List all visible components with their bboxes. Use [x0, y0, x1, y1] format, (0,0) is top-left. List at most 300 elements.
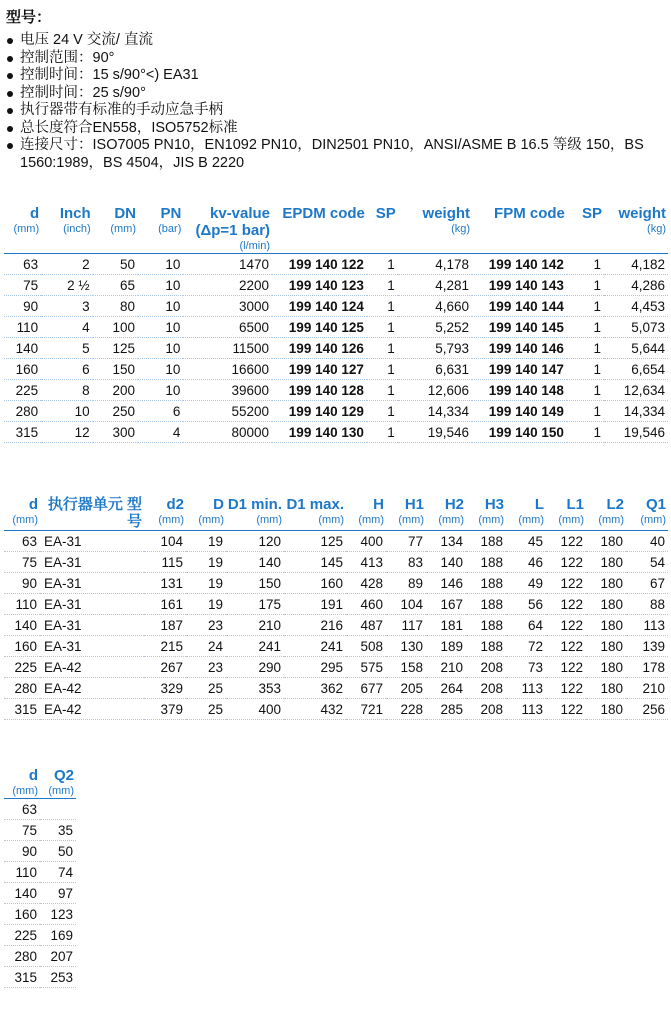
table-cell: 1 — [367, 296, 398, 317]
column-header-unit: (mm) — [640, 514, 666, 526]
column-header-unit: (mm) — [438, 514, 464, 526]
table-row — [4, 862, 76, 883]
table-cell: 122 — [546, 531, 586, 552]
column-header — [4, 496, 40, 531]
table-cell: 180 — [586, 594, 626, 615]
table-row — [4, 820, 76, 841]
table-cell: 146 — [426, 573, 466, 594]
table-cell: 54 — [626, 552, 668, 573]
table-row — [4, 967, 76, 988]
table-cell: 134 — [426, 531, 466, 552]
table-cell: 208 — [466, 657, 506, 678]
table-row — [4, 359, 668, 380]
column-header-label: d2 — [166, 496, 184, 513]
table-cell: 1470 — [183, 254, 272, 275]
table-cell: 241 — [226, 636, 284, 657]
table-cell: 75 — [4, 552, 40, 573]
column-header — [567, 205, 604, 254]
column-header-unit: (mm) — [13, 223, 40, 235]
table-cell: 122 — [546, 636, 586, 657]
table-cell: 400 — [346, 531, 386, 552]
table-cell: 89 — [386, 573, 426, 594]
table-cell: 2 ½ — [41, 275, 93, 296]
column-header — [144, 496, 186, 531]
table-cell: 189 — [426, 636, 466, 657]
table-cell: 4,178 — [398, 254, 472, 275]
table-cell: 74 — [40, 862, 76, 883]
column-header-label: Q1 — [645, 496, 666, 513]
table-cell: 110 — [4, 594, 40, 615]
table-cell: 113 — [506, 678, 546, 699]
table-cell: EA-31 — [40, 594, 144, 615]
table-cell: 180 — [586, 678, 626, 699]
column-header-label: D1 min. — [227, 496, 282, 513]
table-cell: 432 — [284, 699, 346, 720]
table-cell: 4 — [138, 422, 183, 443]
table-cell: 40 — [626, 531, 668, 552]
column-header-unit: (mm) — [398, 514, 424, 526]
table-cell: 1 — [567, 380, 604, 401]
table-cell: 460 — [346, 594, 386, 615]
table-cell: 285 — [426, 699, 466, 720]
table-codes — [4, 205, 668, 443]
table-cell: 10 — [138, 275, 183, 296]
table-cell: 508 — [346, 636, 386, 657]
table-cell: 5,252 — [398, 317, 472, 338]
table-cell: 49 — [506, 573, 546, 594]
table-cell: 256 — [626, 699, 668, 720]
table-cell: 1 — [567, 317, 604, 338]
table-cell: 35 — [40, 820, 76, 841]
table-cell: 150 — [93, 359, 138, 380]
column-header-label: SP — [581, 205, 602, 222]
table-cell: 97 — [40, 883, 76, 904]
column-header-label: H2 — [444, 496, 464, 513]
column-header — [398, 205, 472, 254]
table-cell: 23 — [186, 657, 226, 678]
table-cell: 104 — [386, 594, 426, 615]
table-row — [4, 401, 668, 422]
table-row — [4, 296, 668, 317]
column-header-label: H — [373, 496, 384, 513]
column-header — [346, 496, 386, 531]
spec-item: 控制范围：90° — [6, 50, 666, 68]
column-header-unit: (mm) — [256, 514, 282, 526]
table-cell: 140 — [4, 883, 40, 904]
table-cell: 208 — [466, 678, 506, 699]
table-cell: 199 140 143 — [472, 275, 567, 296]
table-cell: 225 — [4, 925, 40, 946]
table-cell: 1 — [567, 338, 604, 359]
table-cell: 25 — [186, 678, 226, 699]
column-header-label: L1 — [566, 496, 584, 513]
table-cell: 199 140 126 — [272, 338, 367, 359]
table-cell: 19 — [186, 552, 226, 573]
column-header-unit: (mm) — [198, 514, 224, 526]
table-cell: 1 — [367, 380, 398, 401]
header-row — [4, 496, 668, 531]
table-cell: 63 — [4, 799, 40, 820]
table-cell: 487 — [346, 615, 386, 636]
table-cell: 72 — [506, 636, 546, 657]
table-cell: 122 — [546, 615, 586, 636]
table-cell: 180 — [586, 552, 626, 573]
table-cell: 199 140 146 — [472, 338, 567, 359]
table-cell: 117 — [386, 615, 426, 636]
table-cell: 122 — [546, 699, 586, 720]
column-header-unit: (mm) — [318, 514, 344, 526]
table-cell: EA-31 — [40, 615, 144, 636]
table-cell: 10 — [138, 359, 183, 380]
column-header — [626, 496, 668, 531]
table-cell: 83 — [386, 552, 426, 573]
table-cell: 428 — [346, 573, 386, 594]
table-cell: 14,334 — [604, 401, 668, 422]
table-cell: 241 — [284, 636, 346, 657]
table-cell: 64 — [506, 615, 546, 636]
table-row — [4, 317, 668, 338]
table-row — [4, 380, 668, 401]
table-row — [4, 699, 668, 720]
table-cell: 169 — [40, 925, 76, 946]
table-cell: 10 — [138, 380, 183, 401]
table-cell: 199 140 130 — [272, 422, 367, 443]
table-row — [4, 275, 668, 296]
table-cell: 113 — [506, 699, 546, 720]
spec-item: 总长度符合EN558，ISO5752标准 — [6, 120, 666, 138]
column-header — [40, 496, 144, 531]
table-cell: 400 — [226, 699, 284, 720]
table-cell: 113 — [626, 615, 668, 636]
column-header — [4, 767, 40, 799]
table-cell: 199 140 142 — [472, 254, 567, 275]
column-header-label: Inch — [59, 205, 91, 222]
table-cell: 1 — [367, 317, 398, 338]
table-cell: 14,334 — [398, 401, 472, 422]
spec-item: 连接尺寸：ISO7005 PN10，EN1092 PN10，DIN2501 PN10，ANSI/ASME B 16.5 等级 150，BS 1560:1989，BS 4504，JIS B 2220 — [6, 137, 666, 172]
table-row — [4, 841, 76, 862]
column-header-label: d — [29, 205, 40, 222]
table-cell: 379 — [144, 699, 186, 720]
table-cell: 1 — [367, 401, 398, 422]
table-cell: 46 — [506, 552, 546, 573]
table-cell: 150 — [226, 573, 284, 594]
spec-item: 控制时间：15 s/90°<) EA31 — [6, 67, 666, 85]
table-cell: 188 — [466, 636, 506, 657]
table-cell: 4,182 — [604, 254, 668, 275]
header-row — [4, 205, 668, 254]
table-cell: 1 — [367, 254, 398, 275]
column-header-label: H1 — [404, 496, 424, 513]
table-cell: 25 — [186, 699, 226, 720]
table-cell: 199 140 145 — [472, 317, 567, 338]
table-cell: 10 — [138, 254, 183, 275]
column-header-unit: (mm) — [48, 785, 74, 797]
table-cell: 63 — [4, 254, 41, 275]
column-header-label: Q2 — [53, 767, 74, 784]
spec-item: 电压 24 V 交流/ 直流 — [6, 32, 666, 50]
table-cell: EA-31 — [40, 531, 144, 552]
table-cell: 253 — [40, 967, 76, 988]
table-row — [4, 594, 668, 615]
table-row — [4, 552, 668, 573]
column-header — [426, 496, 466, 531]
table-cell: 5,644 — [604, 338, 668, 359]
column-header-label: L — [534, 496, 544, 513]
table-cell: 280 — [4, 678, 40, 699]
column-header-label: kv-value (Δp=1 bar) — [195, 205, 271, 239]
spec-item: 执行器带有标准的手动应急手柄 — [6, 102, 666, 120]
table-cell: 50 — [93, 254, 138, 275]
table-cell: 280 — [4, 401, 41, 422]
table-cell: 4,453 — [604, 296, 668, 317]
table-cell: 23 — [186, 615, 226, 636]
table-cell: EA-42 — [40, 657, 144, 678]
spec-list — [6, 32, 666, 172]
table-cell: 80 — [93, 296, 138, 317]
table-row — [4, 338, 668, 359]
table-cell: 315 — [4, 699, 40, 720]
table-cell: 122 — [546, 657, 586, 678]
table-cell: 225 — [4, 657, 40, 678]
table-row — [4, 946, 76, 967]
table-row — [4, 678, 668, 699]
table-cell: 2 — [41, 254, 93, 275]
table-cell: 1 — [567, 296, 604, 317]
table-cell: 3 — [41, 296, 93, 317]
table-row — [4, 254, 668, 275]
table-cell: 180 — [586, 699, 626, 720]
table-cell: 188 — [466, 615, 506, 636]
table-cell: 300 — [93, 422, 138, 443]
column-header-label: H3 — [484, 496, 504, 513]
table-cell: 5 — [41, 338, 93, 359]
column-header-unit: (mm) — [12, 785, 38, 797]
table-cell: 205 — [386, 678, 426, 699]
column-header — [284, 496, 346, 531]
table-cell: 290 — [226, 657, 284, 678]
table-cell: 63 — [4, 531, 40, 552]
table-cell: 1 — [367, 275, 398, 296]
column-header-label: L2 — [606, 496, 624, 513]
column-header — [367, 205, 398, 254]
table-dimensions — [4, 496, 668, 720]
table-cell: 199 140 125 — [272, 317, 367, 338]
column-header — [186, 496, 226, 531]
table-cell: 50 — [40, 841, 76, 862]
table-cell: 140 — [226, 552, 284, 573]
table-cell: 315 — [4, 967, 40, 988]
table-cell: 721 — [346, 699, 386, 720]
column-header-label: SP — [375, 205, 396, 222]
table-cell: 1 — [367, 359, 398, 380]
table-cell: 199 140 148 — [472, 380, 567, 401]
column-header-unit: (mm) — [110, 223, 137, 235]
table-cell: 160 — [4, 636, 40, 657]
column-header — [546, 496, 586, 531]
table-cell: 131 — [144, 573, 186, 594]
column-header-label: PN — [160, 205, 182, 222]
table-row — [4, 422, 668, 443]
table-cell: 188 — [466, 531, 506, 552]
table-cell: 80000 — [183, 422, 272, 443]
table-cell — [40, 799, 76, 820]
table-cell: 160 — [4, 904, 40, 925]
table-cell: 161 — [144, 594, 186, 615]
table-cell: 123 — [40, 904, 76, 925]
table-cell: 353 — [226, 678, 284, 699]
column-header — [93, 205, 138, 254]
table-row — [4, 531, 668, 552]
column-header-label: d — [28, 767, 38, 784]
table-cell: 145 — [284, 552, 346, 573]
table-row — [4, 799, 76, 820]
table-cell: 75 — [4, 275, 41, 296]
table-cell: 199 140 144 — [472, 296, 567, 317]
table-cell: 362 — [284, 678, 346, 699]
column-header-unit: (mm) — [478, 514, 504, 526]
table-cell: 295 — [284, 657, 346, 678]
table-cell: 140 — [4, 615, 40, 636]
table-cell: 215 — [144, 636, 186, 657]
table-cell: 210 — [226, 615, 284, 636]
table-cell: 2200 — [183, 275, 272, 296]
table-cell: 73 — [506, 657, 546, 678]
table-cell: 187 — [144, 615, 186, 636]
table-cell: 6 — [41, 359, 93, 380]
table-cell: 67 — [626, 573, 668, 594]
table-cell: 110 — [4, 862, 40, 883]
column-header — [138, 205, 183, 254]
table-cell: 1 — [567, 275, 604, 296]
table-cell: 329 — [144, 678, 186, 699]
table-cell: 575 — [346, 657, 386, 678]
column-header — [40, 767, 76, 799]
table-cell: 6,654 — [604, 359, 668, 380]
spec-item: 控制时间：25 s/90° — [6, 85, 666, 103]
table-cell: 12 — [41, 422, 93, 443]
table-cell: 188 — [466, 552, 506, 573]
column-header-label: weight — [618, 205, 666, 222]
table-cell: 5,793 — [398, 338, 472, 359]
table-cell: 199 140 149 — [472, 401, 567, 422]
column-header — [183, 205, 272, 254]
table-cell: 413 — [346, 552, 386, 573]
table-cell: 199 140 124 — [272, 296, 367, 317]
table-cell: 6 — [138, 401, 183, 422]
table-row — [4, 636, 668, 657]
table-cell: 200 — [93, 380, 138, 401]
table-cell: 180 — [586, 636, 626, 657]
table-cell: 199 140 150 — [472, 422, 567, 443]
column-header-label: D — [213, 496, 224, 513]
table-cell: 225 — [4, 380, 41, 401]
table-cell: 12,606 — [398, 380, 472, 401]
column-header-unit: (mm) — [158, 514, 184, 526]
table-cell: 1 — [367, 422, 398, 443]
table-cell: 175 — [226, 594, 284, 615]
table-cell: 90 — [4, 841, 40, 862]
table-cell: EA-42 — [40, 699, 144, 720]
column-header-unit: (mm) — [12, 514, 38, 526]
table-cell: 104 — [144, 531, 186, 552]
table-cell: 6,631 — [398, 359, 472, 380]
column-header — [506, 496, 546, 531]
table-cell: 12,634 — [604, 380, 668, 401]
table-cell: 180 — [586, 657, 626, 678]
table-cell: 122 — [546, 594, 586, 615]
column-header — [472, 205, 567, 254]
table-cell: EA-31 — [40, 573, 144, 594]
column-header-label: weight — [422, 205, 471, 222]
table-cell: 39600 — [183, 380, 272, 401]
table-cell: 199 140 123 — [272, 275, 367, 296]
column-header — [386, 496, 426, 531]
table-row — [4, 573, 668, 594]
column-header-label: 执行器单元 型号 — [47, 496, 142, 530]
table-cell: 180 — [586, 573, 626, 594]
table-cell: 77 — [386, 531, 426, 552]
column-header-unit: (inch) — [63, 223, 91, 235]
table-cell: 160 — [284, 573, 346, 594]
table-cell: 1 — [367, 338, 398, 359]
table-cell: 677 — [346, 678, 386, 699]
table-cell: 10 — [41, 401, 93, 422]
table-cell: 125 — [284, 531, 346, 552]
table-cell: 228 — [386, 699, 426, 720]
table-cell: 207 — [40, 946, 76, 967]
column-header-label: EPDM code — [282, 205, 365, 222]
column-header — [586, 496, 626, 531]
column-header-unit: (mm) — [598, 514, 624, 526]
table-cell: 120 — [226, 531, 284, 552]
table-cell: 140 — [4, 338, 41, 359]
table-cell: 160 — [4, 359, 41, 380]
table-cell: 125 — [93, 338, 138, 359]
table-cell: EA-42 — [40, 678, 144, 699]
table-cell: 180 — [586, 615, 626, 636]
column-header — [604, 205, 668, 254]
table-row — [4, 904, 76, 925]
table-cell: 4,281 — [398, 275, 472, 296]
column-header — [41, 205, 93, 254]
column-header-unit: (bar) — [158, 223, 182, 235]
table-cell: 11500 — [183, 338, 272, 359]
column-header — [272, 205, 367, 254]
table-cell: 181 — [426, 615, 466, 636]
table-cell: 315 — [4, 422, 41, 443]
column-header-unit: (l/min) — [239, 240, 271, 252]
table-cell: 264 — [426, 678, 466, 699]
column-header-unit: (mm) — [358, 514, 384, 526]
column-header-label: FPM code — [494, 205, 565, 222]
table-cell: 4 — [41, 317, 93, 338]
table-cell: 167 — [426, 594, 466, 615]
table-cell: 199 140 127 — [272, 359, 367, 380]
column-header-label: d — [28, 496, 38, 513]
table-cell: 267 — [144, 657, 186, 678]
table-cell: 8 — [41, 380, 93, 401]
table-cell: 178 — [626, 657, 668, 678]
table-cell: 4,660 — [398, 296, 472, 317]
table-cell: 199 140 122 — [272, 254, 367, 275]
column-header-unit: (mm) — [558, 514, 584, 526]
column-header — [226, 496, 284, 531]
table-cell: 55200 — [183, 401, 272, 422]
table-cell: 1 — [567, 401, 604, 422]
column-header-unit: (mm) — [518, 514, 544, 526]
table-cell: 216 — [284, 615, 346, 636]
